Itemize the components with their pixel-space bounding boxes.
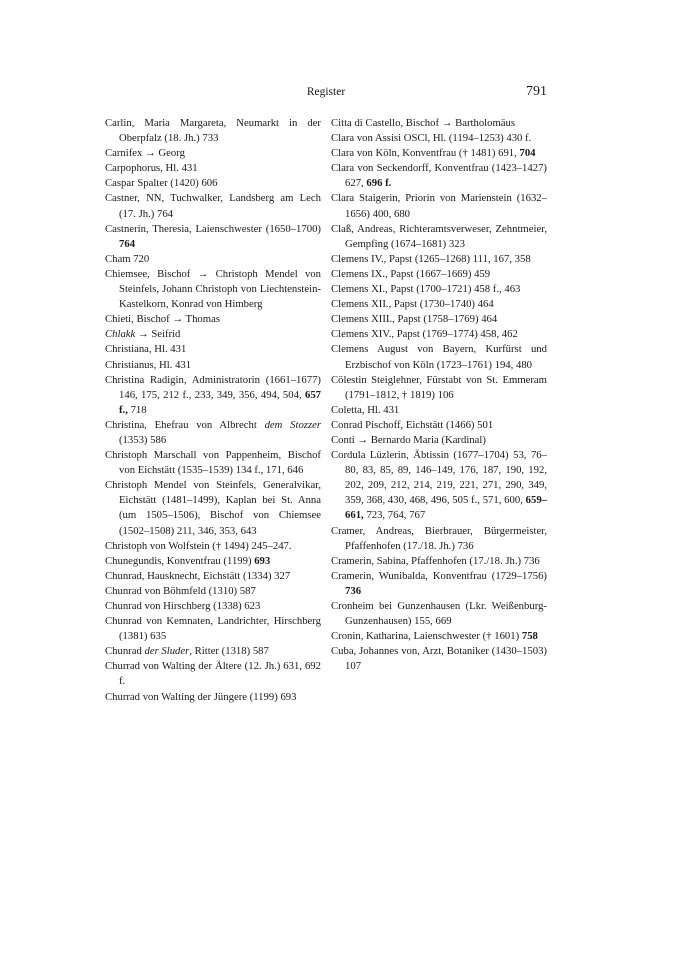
- index-entry: [331, 629, 547, 644]
- index-entry: [105, 191, 321, 221]
- entry-text: Churrad von Walting der Jüngere (1199) 693: [105, 690, 297, 703]
- entry-text: Carlin, Maria Margareta, Neumarkt in der Oberpfalz (18. Jh.) 733: [105, 117, 321, 145]
- index-entry: [105, 176, 321, 191]
- index-entry: [105, 418, 321, 448]
- entry-text: Cramerin, Wunibalda, Konventfrau (1729–1756): [331, 569, 547, 582]
- index-entry: [105, 116, 321, 146]
- index-entry: [105, 267, 321, 312]
- entry-text: Chunrad von Kemnaten, Landrichter, Hirschberg (1381) 635: [105, 615, 321, 643]
- index-entry: [105, 222, 321, 252]
- index-entry: [331, 161, 547, 191]
- index-entry: [105, 146, 321, 161]
- entry-text: Cronheim bei Gunzenhausen (Lkr. Weißenburg-Gunzenhausen) 155, 669: [331, 600, 547, 628]
- index-entry: [105, 252, 321, 267]
- index-entry: [331, 403, 547, 418]
- entry-text: Clara Staigerin, Priorin von Marienstein (1632–1656) 400, 680: [331, 192, 547, 220]
- entry-text: Chunrad von Böhmfeld (1310) 587: [105, 584, 256, 597]
- index-column-right: [331, 116, 547, 674]
- index-entry: [105, 342, 321, 357]
- entry-text: Christoph von Wolfstein († 1494) 245–247.: [105, 539, 292, 552]
- index-entry: [331, 554, 547, 569]
- entry-text: Cuba, Johannes von, Arzt, Botaniker (1430–1503) 107: [331, 645, 547, 673]
- entry-text: Castnerin, Theresia, Laienschwester (1650–1700): [105, 222, 321, 235]
- entry-text: 657 f.,: [119, 388, 321, 416]
- entry-text: Clemens IX., Papst (1667–1669) 459: [331, 267, 491, 280]
- entry-text: Castner, NN, Tuchwalker, Landsberg am Lech (17. Jh.) 764: [105, 192, 321, 220]
- entry-text: dem Stozzer: [264, 418, 322, 431]
- index-entry: [105, 599, 321, 614]
- entry-text: Christina, Ehefrau von Albrecht: [105, 418, 265, 431]
- page-header: [105, 84, 547, 104]
- index-entry: [105, 584, 321, 599]
- page-number: 791: [526, 84, 547, 99]
- entry-text: Cordula Lüzlerin, Äbtissin (1677–1704) 53, 76–80, 83, 85, 89, 146–149, 176, 187, 190, 192, 202, 209, 212, 214, 219, 221, 271, 290, 349, 359, 368, 430, 468, 496, 505 f., 571, 600,: [331, 449, 547, 507]
- index-entry: [105, 448, 321, 478]
- index-entry: [331, 131, 547, 146]
- entry-text: Christianus, Hl. 431: [105, 358, 192, 371]
- entry-text: Conrad Pischoff, Eichstätt (1466) 501: [331, 418, 494, 431]
- entry-text: 736: [345, 584, 362, 597]
- entry-text: 758: [521, 630, 538, 643]
- index-entry: [331, 448, 547, 523]
- index-entry: [331, 418, 547, 433]
- entry-text: Cham 720: [105, 252, 150, 265]
- index-entry: [331, 327, 547, 342]
- entry-text: Christiana, Hl. 431: [105, 343, 187, 356]
- index-entry: [331, 191, 547, 221]
- entry-text: Christina Radigin, Administratorin (1661–1677) 146, 175, 212 f., 233, 349, 356, 494, 504,: [105, 373, 321, 401]
- index-entry: [105, 161, 321, 176]
- entry-text: 696 f.: [366, 177, 392, 190]
- entry-text: Clara von Köln, Konventfrau († 1481) 691,: [331, 147, 520, 160]
- entry-text: Clemens IV., Papst (1265–1268) 111, 167, 358: [331, 252, 531, 265]
- index-entry: [105, 478, 321, 538]
- entry-text: Christoph Marschall von Pappenheim, Bischof von Eichstätt (1535–1539) 134 f., 171, 646: [105, 449, 321, 477]
- entry-text: Clemens XI., Papst (1700–1721) 458 f., 463: [331, 283, 521, 296]
- entry-text: Cramer, Andreas, Bierbrauer, Bürgermeister, Pfaffenhofen (17./18. Jh.) 736: [331, 524, 547, 552]
- entry-text: Citta di Castello, Bischof → Bartholomäus: [331, 117, 516, 129]
- entry-text: Chlakk: [105, 328, 136, 341]
- index-entry: [105, 569, 321, 584]
- entry-text: Clemens XII., Papst (1730–1740) 464: [331, 298, 494, 311]
- entry-text: Carpophorus, Hl. 431: [105, 162, 198, 175]
- index-entry: [331, 599, 547, 629]
- entry-text: Chunrad von Hirschberg (1338) 623: [105, 600, 261, 612]
- index-entry: [331, 222, 547, 252]
- entry-text: Cölestin Steiglehner, Fürstabt von St. Emmeram (1791–1812, † 1819) 106: [331, 373, 547, 401]
- entry-text: 659–661,: [345, 494, 547, 522]
- entry-text: Carnifex → Georg: [105, 147, 185, 160]
- entry-text: Clemens XIII., Papst (1758–1769) 464: [331, 313, 498, 326]
- entry-text: Chunegundis, Konventfrau (1199): [105, 554, 255, 567]
- entry-text: (1353) 586: [119, 433, 167, 446]
- entry-text: 718: [127, 403, 147, 416]
- entry-text: Clemens August von Bayern, Kurfürst und Erzbischof von Köln (1723–1761) 194, 480: [331, 343, 547, 371]
- index-entry: [105, 358, 321, 373]
- entry-text: 704: [519, 147, 536, 160]
- index-entry: [331, 524, 547, 554]
- index-entry: [105, 312, 321, 327]
- entry-text: Caspar Spalter (1420) 606: [105, 177, 218, 190]
- index-entry: [331, 116, 547, 131]
- entry-text: Cramerin, Sabina, Pfaffenhofen (17./18. Jh.) 736: [331, 554, 540, 567]
- entry-text: Cronin, Katharina, Laienschwester († 1601): [331, 630, 522, 643]
- entry-text: Chieti, Bischof → Thomas: [105, 313, 220, 326]
- index-entry: [331, 312, 547, 327]
- running-title: Register: [306, 86, 346, 98]
- index-entry: [331, 433, 547, 448]
- entry-text: Clara von Seckendorff, Konventfrau (1423–1427) 627,: [331, 162, 547, 190]
- entry-text: Coletta, Hl. 431: [331, 403, 400, 416]
- index-entry: [105, 554, 321, 569]
- index-entry: [331, 297, 547, 312]
- entry-text: Clemens XIV., Papst (1769–1774) 458, 462: [331, 328, 518, 341]
- entry-text: , Ritter (1318) 587: [189, 645, 269, 658]
- entry-text: Chiemsee, Bischof → Christoph Mendel von Steinfels, Johann Christoph von Liechtenstein-Kastelkorn, Konrad von Himberg: [105, 267, 321, 311]
- index-entry: [331, 373, 547, 403]
- index-entry: [331, 569, 547, 599]
- index-entry: [331, 644, 547, 674]
- index-entry: [105, 644, 321, 659]
- index-entry: [331, 267, 547, 282]
- entry-text: 693: [254, 554, 271, 567]
- entry-text: Chunrad: [105, 645, 145, 658]
- entry-text: Conti → Bernardo Maria (Kardinal): [331, 433, 486, 446]
- index-entry: [331, 252, 547, 267]
- index-entry: [105, 690, 321, 705]
- index-entry: [331, 342, 547, 372]
- index-entry: [105, 327, 321, 342]
- entry-text: der Sluder: [144, 645, 190, 658]
- entry-text: Christoph Mendel von Steinfels, Generalvikar, Eichstätt (1481–1499), Kaplan bei St. Anna (um 1505–1506), Bischof von Chiemsee (1502–1508) 211, 346, 353, 643: [105, 479, 321, 537]
- entry-text: → Seifrid: [135, 328, 181, 341]
- entry-text: Clara von Assisi OSCl, Hl. (1194–1253) 430 f.: [331, 132, 532, 145]
- index-column-left: [105, 116, 321, 705]
- index-entry: [105, 659, 321, 689]
- index-entry: [331, 146, 547, 161]
- entry-text: Claß, Andreas, Richteramtsverweser, Zehntmeier, Gempfing (1674–1681) 323: [331, 222, 547, 250]
- entry-text: 723, 764, 767: [363, 509, 426, 522]
- index-entry: [331, 282, 547, 297]
- entry-text: Chunrad, Hausknecht, Eichstätt (1334) 327: [105, 569, 291, 582]
- index-entry: [105, 373, 321, 418]
- index-entry: [105, 539, 321, 554]
- index-entry: [105, 614, 321, 644]
- entry-text: Churrad von Walting der Ältere (12. Jh.) 631, 692 f.: [105, 660, 321, 688]
- entry-text: 764: [119, 237, 136, 250]
